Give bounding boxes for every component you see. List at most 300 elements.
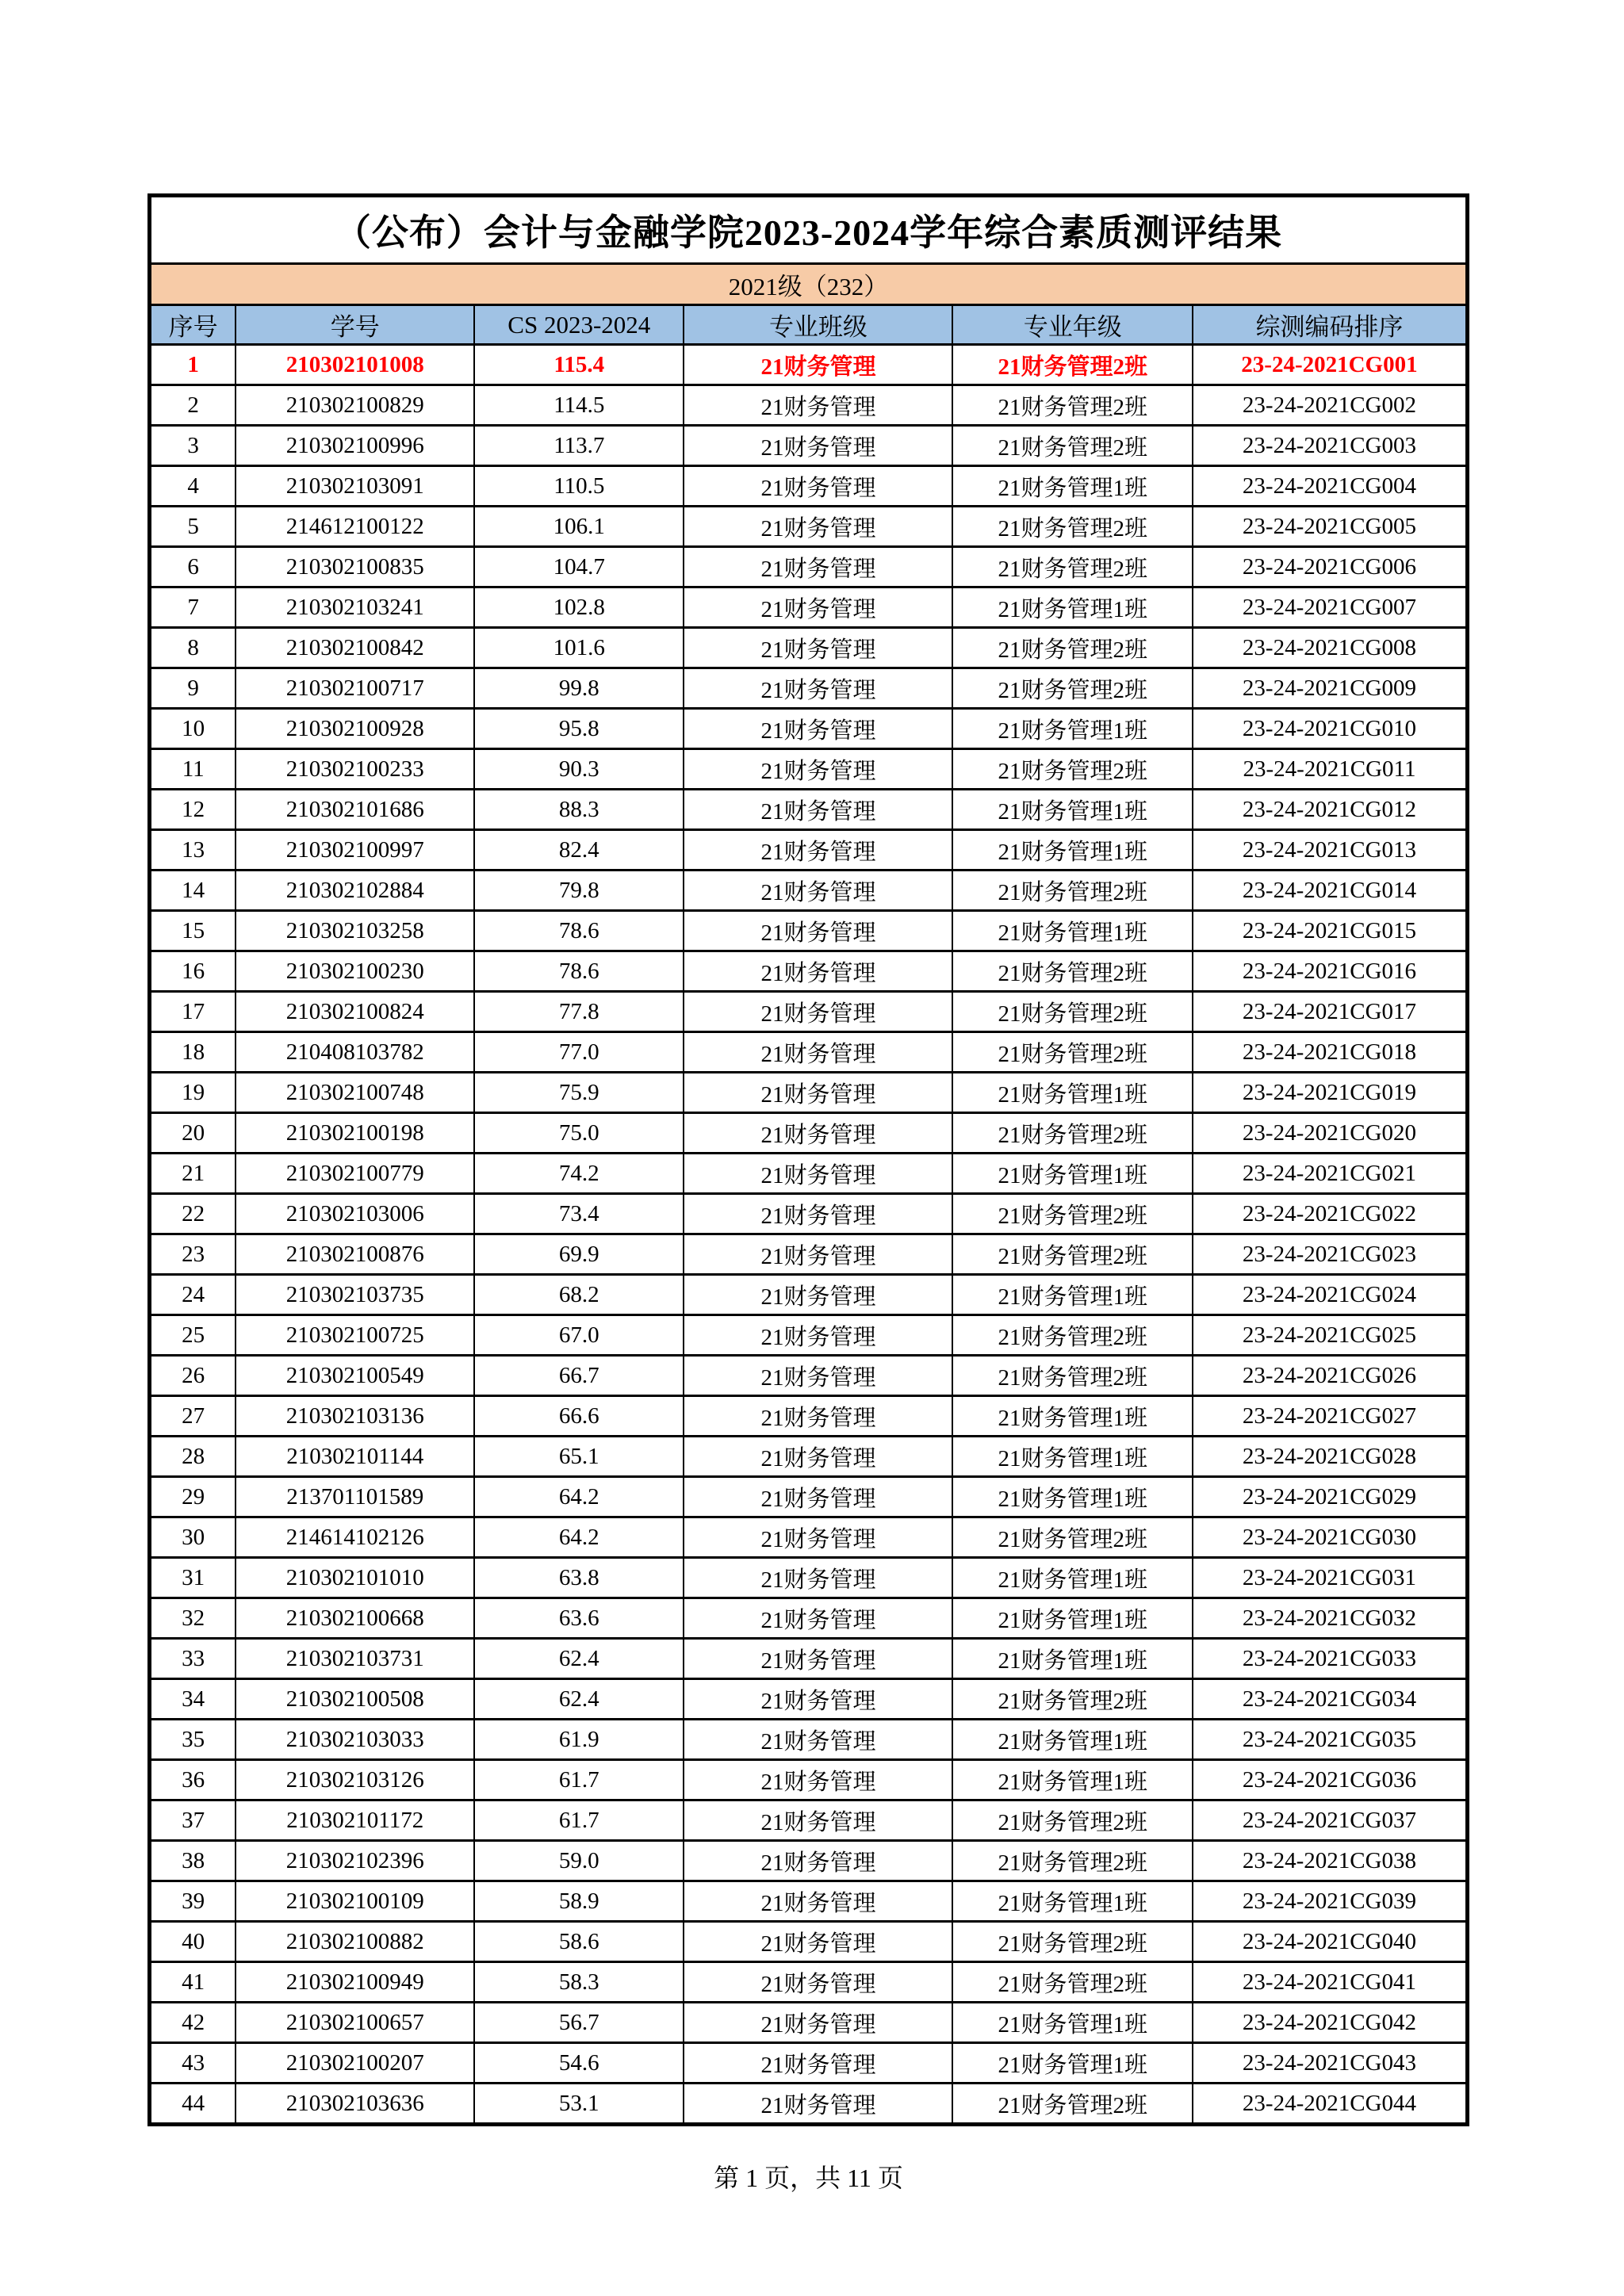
table-cell: 23-24-2021CG009	[1193, 668, 1468, 709]
column-header-score: CS 2023-2024	[474, 305, 684, 345]
table-cell: 21财务管理	[684, 1356, 952, 1396]
table-cell: 210302103241	[236, 587, 474, 628]
page-title: （公布）会计与金融学院2023-2024学年综合素质测评结果	[150, 196, 1468, 264]
table-cell: 21财务管理1班	[952, 709, 1192, 749]
table-cell: 23-24-2021CG001	[1193, 345, 1468, 385]
table-row	[150, 1517, 1468, 1558]
table-cell: 210302103735	[236, 1275, 474, 1315]
table-cell: 21财务管理	[684, 1154, 952, 1194]
table-row	[150, 749, 1468, 790]
table-cell: 21财务管理1班	[952, 587, 1192, 628]
table-cell: 210302100748	[236, 1073, 474, 1113]
table-cell: 213701101589	[236, 1477, 474, 1517]
table-cell: 38	[150, 1841, 236, 1881]
table-cell: 82.4	[474, 830, 684, 871]
table-cell: 21财务管理	[684, 2084, 952, 2125]
table-cell: 8	[150, 628, 236, 668]
table-cell: 21财务管理	[684, 587, 952, 628]
table-cell: 66.7	[474, 1356, 684, 1396]
table-cell: 21财务管理1班	[952, 1558, 1192, 1598]
table-cell: 210302100508	[236, 1679, 474, 1720]
table-cell: 21财务管理2班	[952, 628, 1192, 668]
table-cell: 106.1	[474, 507, 684, 547]
table-cell: 23-24-2021CG012	[1193, 790, 1468, 830]
table-row	[150, 1032, 1468, 1073]
table-cell: 15	[150, 911, 236, 951]
table-row	[150, 1841, 1468, 1881]
table-cell: 21财务管理1班	[952, 2003, 1192, 2043]
table-cell: 22	[150, 1194, 236, 1234]
table-cell: 21财务管理	[684, 1720, 952, 1760]
table-cell: 210302100233	[236, 749, 474, 790]
table-cell: 21财务管理1班	[952, 2043, 1192, 2084]
table-cell: 210302100717	[236, 668, 474, 709]
table-cell: 21财务管理	[684, 1922, 952, 1962]
table-cell: 34	[150, 1679, 236, 1720]
table-cell: 101.6	[474, 628, 684, 668]
table-cell: 110.5	[474, 466, 684, 507]
table-cell: 23-24-2021CG004	[1193, 466, 1468, 507]
table-cell: 23-24-2021CG002	[1193, 385, 1468, 426]
table-cell: 36	[150, 1760, 236, 1800]
title-row	[150, 196, 1468, 264]
table-cell: 210302100997	[236, 830, 474, 871]
table-cell: 21财务管理1班	[952, 1477, 1192, 1517]
table-cell: 21财务管理	[684, 628, 952, 668]
column-header-index: 序号	[150, 305, 236, 345]
table-cell: 21财务管理	[684, 871, 952, 911]
table-row	[150, 385, 1468, 426]
table-cell: 23-24-2021CG041	[1193, 1962, 1468, 2003]
table-cell: 102.8	[474, 587, 684, 628]
table-cell: 21财务管理	[684, 2043, 952, 2084]
table-cell: 24	[150, 1275, 236, 1315]
table-row	[150, 1073, 1468, 1113]
table-cell: 69.9	[474, 1234, 684, 1275]
table-cell: 21财务管理1班	[952, 1760, 1192, 1800]
table-cell: 59.0	[474, 1841, 684, 1881]
table-cell: 61.7	[474, 1800, 684, 1841]
table-cell: 10	[150, 709, 236, 749]
table-row	[150, 668, 1468, 709]
table-cell: 1	[150, 345, 236, 385]
table-row	[150, 345, 1468, 385]
table-cell: 23-24-2021CG039	[1193, 1881, 1468, 1922]
table-cell: 23	[150, 1234, 236, 1275]
table-cell: 21财务管理	[684, 1194, 952, 1234]
table-row	[150, 2084, 1468, 2125]
table-cell: 21财务管理	[684, 385, 952, 426]
table-cell: 33	[150, 1639, 236, 1679]
table-cell: 210302103033	[236, 1720, 474, 1760]
table-row	[150, 992, 1468, 1032]
table-cell: 23-24-2021CG037	[1193, 1800, 1468, 1841]
table-cell: 210302100835	[236, 547, 474, 587]
table-cell: 37	[150, 1800, 236, 1841]
table-cell: 21财务管理	[684, 1598, 952, 1639]
table-row	[150, 2003, 1468, 2043]
table-cell: 210302100779	[236, 1154, 474, 1194]
table-cell: 21财务管理1班	[952, 1437, 1192, 1477]
table-cell: 64.2	[474, 1517, 684, 1558]
table-cell: 23-24-2021CG044	[1193, 2084, 1468, 2125]
table-cell: 23-24-2021CG007	[1193, 587, 1468, 628]
table-cell: 21财务管理	[684, 1396, 952, 1437]
table-cell: 23-24-2021CG022	[1193, 1194, 1468, 1234]
table-row	[150, 1356, 1468, 1396]
column-header-major-class: 专业班级	[684, 305, 952, 345]
table-cell: 21财务管理	[684, 1639, 952, 1679]
table-cell: 40	[150, 1922, 236, 1962]
table-row	[150, 1477, 1468, 1517]
table-cell: 56.7	[474, 2003, 684, 2043]
table-cell: 19	[150, 1073, 236, 1113]
table-cell: 3	[150, 426, 236, 466]
table-cell: 18	[150, 1032, 236, 1073]
table-cell: 21财务管理2班	[952, 951, 1192, 992]
table-cell: 21财务管理2班	[952, 1679, 1192, 1720]
table-cell: 28	[150, 1437, 236, 1477]
table-row	[150, 1800, 1468, 1841]
table-cell: 21财务管理1班	[952, 1598, 1192, 1639]
table-cell: 21财务管理2班	[952, 426, 1192, 466]
table-cell: 23-24-2021CG035	[1193, 1720, 1468, 1760]
table-cell: 44	[150, 2084, 236, 2125]
table-cell: 58.6	[474, 1922, 684, 1962]
column-header-eval-code: 综测编码排序	[1193, 305, 1468, 345]
table-cell: 21财务管理	[684, 1800, 952, 1841]
table-cell: 114.5	[474, 385, 684, 426]
table-cell: 58.3	[474, 1962, 684, 2003]
table-row	[150, 1558, 1468, 1598]
table-cell: 21财务管理	[684, 1962, 952, 2003]
table-cell: 21财务管理2班	[952, 1841, 1192, 1881]
table-cell: 23-24-2021CG016	[1193, 951, 1468, 992]
table-cell: 53.1	[474, 2084, 684, 2125]
table-cell: 62.4	[474, 1679, 684, 1720]
table-cell: 210302103006	[236, 1194, 474, 1234]
table-cell: 21财务管理2班	[952, 992, 1192, 1032]
grade-subtitle: 2021级（232）	[150, 264, 1468, 305]
table-cell: 90.3	[474, 749, 684, 790]
table-cell: 21财务管理1班	[952, 790, 1192, 830]
table-cell: 23-24-2021CG043	[1193, 2043, 1468, 2084]
table-cell: 210302103258	[236, 911, 474, 951]
table-cell: 23-24-2021CG028	[1193, 1437, 1468, 1477]
table-cell: 21财务管理	[684, 1881, 952, 1922]
table-cell: 23-24-2021CG024	[1193, 1275, 1468, 1315]
table-row	[150, 1760, 1468, 1800]
table-cell: 21财务管理	[684, 911, 952, 951]
table-cell: 210302101144	[236, 1437, 474, 1477]
table-cell: 21财务管理	[684, 2003, 952, 2043]
table-cell: 23-24-2021CG015	[1193, 911, 1468, 951]
table-cell: 21财务管理	[684, 1760, 952, 1800]
table-cell: 21财务管理	[684, 1032, 952, 1073]
table-cell: 214614102126	[236, 1517, 474, 1558]
table-cell: 5	[150, 507, 236, 547]
table-cell: 20	[150, 1113, 236, 1154]
table-cell: 29	[150, 1477, 236, 1517]
table-cell: 210302102884	[236, 871, 474, 911]
table-row	[150, 1113, 1468, 1154]
table-cell: 210302100842	[236, 628, 474, 668]
table-cell: 99.8	[474, 668, 684, 709]
table-cell: 21财务管理	[684, 951, 952, 992]
table-row	[150, 1922, 1468, 1962]
table-cell: 21财务管理2班	[952, 1356, 1192, 1396]
table-cell: 9	[150, 668, 236, 709]
table-cell: 23-24-2021CG017	[1193, 992, 1468, 1032]
table-row	[150, 426, 1468, 466]
table-row	[150, 1720, 1468, 1760]
table-cell: 210302100928	[236, 709, 474, 749]
table-row	[150, 1437, 1468, 1477]
table-cell: 61.9	[474, 1720, 684, 1760]
table-cell: 21财务管理	[684, 426, 952, 466]
table-cell: 35	[150, 1720, 236, 1760]
table-cell: 27	[150, 1396, 236, 1437]
table-cell: 67.0	[474, 1315, 684, 1356]
table-cell: 21财务管理	[684, 790, 952, 830]
table-cell: 23-24-2021CG030	[1193, 1517, 1468, 1558]
table-cell: 210302100876	[236, 1234, 474, 1275]
table-cell: 21财务管理	[684, 749, 952, 790]
table-cell: 41	[150, 1962, 236, 2003]
table-row	[150, 507, 1468, 547]
table-row	[150, 951, 1468, 992]
table-cell: 210302100657	[236, 2003, 474, 2043]
table-cell: 2	[150, 385, 236, 426]
table-cell: 21财务管理2班	[952, 668, 1192, 709]
table-cell: 23-24-2021CG033	[1193, 1639, 1468, 1679]
table-cell: 21财务管理2班	[952, 1800, 1192, 1841]
table-cell: 21财务管理2班	[952, 507, 1192, 547]
table-cell: 23-24-2021CG025	[1193, 1315, 1468, 1356]
table-cell: 32	[150, 1598, 236, 1639]
table-cell: 23-24-2021CG042	[1193, 2003, 1468, 2043]
table-cell: 214612100122	[236, 507, 474, 547]
table-cell: 210302100829	[236, 385, 474, 426]
table-cell: 21财务管理2班	[952, 345, 1192, 385]
table-cell: 21财务管理2班	[952, 749, 1192, 790]
table-cell: 21财务管理	[684, 1113, 952, 1154]
table-cell: 12	[150, 790, 236, 830]
table-cell: 23-24-2021CG011	[1193, 749, 1468, 790]
table-cell: 63.6	[474, 1598, 684, 1639]
table-cell: 77.0	[474, 1032, 684, 1073]
table-row	[150, 1639, 1468, 1679]
table-cell: 23-24-2021CG027	[1193, 1396, 1468, 1437]
table-cell: 64.2	[474, 1477, 684, 1517]
table-cell: 23-24-2021CG031	[1193, 1558, 1468, 1598]
table-cell: 21财务管理2班	[952, 1234, 1192, 1275]
table-row	[150, 466, 1468, 507]
table-cell: 21财务管理	[684, 466, 952, 507]
table-row	[150, 790, 1468, 830]
table-row	[150, 911, 1468, 951]
table-cell: 23-24-2021CG018	[1193, 1032, 1468, 1073]
table-cell: 210302100198	[236, 1113, 474, 1154]
table-cell: 21财务管理	[684, 1558, 952, 1598]
table-cell: 115.4	[474, 345, 684, 385]
table-cell: 54.6	[474, 2043, 684, 2084]
table-cell: 66.6	[474, 1396, 684, 1437]
table-cell: 16	[150, 951, 236, 992]
subtitle-row	[150, 264, 1468, 305]
table-row	[150, 1598, 1468, 1639]
table-cell: 21财务管理2班	[952, 1922, 1192, 1962]
table-cell: 21财务管理	[684, 992, 952, 1032]
table-cell: 21财务管理	[684, 1073, 952, 1113]
table-cell: 210302100549	[236, 1356, 474, 1396]
table-row	[150, 1234, 1468, 1275]
table-row	[150, 1679, 1468, 1720]
table-cell: 23-24-2021CG032	[1193, 1598, 1468, 1639]
table-cell: 26	[150, 1356, 236, 1396]
table-cell: 62.4	[474, 1639, 684, 1679]
table-cell: 210302103731	[236, 1639, 474, 1679]
table-cell: 21财务管理	[684, 1679, 952, 1720]
table-cell: 21财务管理	[684, 1315, 952, 1356]
table-row	[150, 628, 1468, 668]
table-cell: 21财务管理1班	[952, 1275, 1192, 1315]
table-cell: 75.9	[474, 1073, 684, 1113]
column-header-major-grade: 专业年级	[952, 305, 1192, 345]
table-cell: 39	[150, 1881, 236, 1922]
table-cell: 210302101008	[236, 345, 474, 385]
table-cell: 11	[150, 749, 236, 790]
table-cell: 104.7	[474, 547, 684, 587]
table-cell: 58.9	[474, 1881, 684, 1922]
table-cell: 63.8	[474, 1558, 684, 1598]
table-cell: 23-24-2021CG036	[1193, 1760, 1468, 1800]
table-cell: 23-24-2021CG003	[1193, 426, 1468, 466]
table-cell: 210302103136	[236, 1396, 474, 1437]
table-cell: 21财务管理	[684, 345, 952, 385]
table-cell: 23-24-2021CG026	[1193, 1356, 1468, 1396]
table-cell: 21财务管理	[684, 547, 952, 587]
table-cell: 78.6	[474, 951, 684, 992]
table-cell: 23-24-2021CG020	[1193, 1113, 1468, 1154]
table-cell: 42	[150, 2003, 236, 2043]
table-cell: 21财务管理	[684, 1477, 952, 1517]
table-cell: 73.4	[474, 1194, 684, 1234]
table-cell: 30	[150, 1517, 236, 1558]
table-cell: 210302101686	[236, 790, 474, 830]
table-cell: 23-24-2021CG038	[1193, 1841, 1468, 1881]
table-cell: 78.6	[474, 911, 684, 951]
table-cell: 23-24-2021CG023	[1193, 1234, 1468, 1275]
table-cell: 210302103091	[236, 466, 474, 507]
table-cell: 21财务管理2班	[952, 1194, 1192, 1234]
table-cell: 68.2	[474, 1275, 684, 1315]
table-row	[150, 1194, 1468, 1234]
table-cell: 21财务管理	[684, 507, 952, 547]
table-row	[150, 2043, 1468, 2084]
table-cell: 61.7	[474, 1760, 684, 1800]
table-cell: 21财务管理2班	[952, 1962, 1192, 2003]
table-cell: 21	[150, 1154, 236, 1194]
table-cell: 21财务管理1班	[952, 1720, 1192, 1760]
table-cell: 21财务管理	[684, 668, 952, 709]
table-cell: 210408103782	[236, 1032, 474, 1073]
table-cell: 21财务管理	[684, 1437, 952, 1477]
table-cell: 21财务管理1班	[952, 1154, 1192, 1194]
table-cell: 21财务管理1班	[952, 1073, 1192, 1113]
table-cell: 43	[150, 2043, 236, 2084]
table-cell: 21财务管理2班	[952, 1517, 1192, 1558]
table-cell: 21财务管理	[684, 1275, 952, 1315]
table-cell: 17	[150, 992, 236, 1032]
table-row	[150, 1881, 1468, 1922]
table-cell: 21财务管理2班	[952, 1315, 1192, 1356]
table-cell: 23-24-2021CG013	[1193, 830, 1468, 871]
results-table-wrap	[147, 193, 1469, 2126]
table-cell: 23-24-2021CG040	[1193, 1922, 1468, 1962]
table-cell: 21财务管理1班	[952, 911, 1192, 951]
table-cell: 23-24-2021CG034	[1193, 1679, 1468, 1720]
table-cell: 210302100668	[236, 1598, 474, 1639]
table-cell: 75.0	[474, 1113, 684, 1154]
table-cell: 74.2	[474, 1154, 684, 1194]
table-cell: 21财务管理2班	[952, 1113, 1192, 1154]
table-row	[150, 830, 1468, 871]
table-cell: 21财务管理2班	[952, 871, 1192, 911]
column-header-student-id: 学号	[236, 305, 474, 345]
table-row	[150, 1275, 1468, 1315]
table-cell: 88.3	[474, 790, 684, 830]
table-cell: 23-24-2021CG005	[1193, 507, 1468, 547]
table-cell: 23-24-2021CG021	[1193, 1154, 1468, 1194]
table-cell: 210302102396	[236, 1841, 474, 1881]
table-cell: 210302100882	[236, 1922, 474, 1962]
table-cell: 210302103636	[236, 2084, 474, 2125]
table-cell: 210302100949	[236, 1962, 474, 2003]
table-row	[150, 1396, 1468, 1437]
table-cell: 23-24-2021CG019	[1193, 1073, 1468, 1113]
table-cell: 79.8	[474, 871, 684, 911]
table-cell: 21财务管理1班	[952, 1881, 1192, 1922]
table-cell: 21财务管理1班	[952, 830, 1192, 871]
table-cell: 65.1	[474, 1437, 684, 1477]
results-table	[147, 193, 1469, 2126]
table-cell: 23-24-2021CG029	[1193, 1477, 1468, 1517]
table-cell: 21财务管理2班	[952, 385, 1192, 426]
table-cell: 21财务管理1班	[952, 1639, 1192, 1679]
table-row	[150, 1154, 1468, 1194]
table-cell: 23-24-2021CG008	[1193, 628, 1468, 668]
table-cell: 6	[150, 547, 236, 587]
table-cell: 210302101010	[236, 1558, 474, 1598]
table-cell: 21财务管理	[684, 1841, 952, 1881]
header-row	[150, 305, 1468, 345]
table-cell: 21财务管理	[684, 830, 952, 871]
table-cell: 77.8	[474, 992, 684, 1032]
table-row	[150, 1315, 1468, 1356]
results-table-body	[150, 345, 1468, 2125]
table-cell: 21财务管理	[684, 1234, 952, 1275]
table-row	[150, 587, 1468, 628]
table-cell: 210302100996	[236, 426, 474, 466]
table-cell: 23-24-2021CG006	[1193, 547, 1468, 587]
table-cell: 210302100725	[236, 1315, 474, 1356]
table-cell: 21财务管理	[684, 1517, 952, 1558]
table-cell: 21财务管理2班	[952, 2084, 1192, 2125]
table-cell: 210302103126	[236, 1760, 474, 1800]
table-cell: 113.7	[474, 426, 684, 466]
table-cell: 31	[150, 1558, 236, 1598]
